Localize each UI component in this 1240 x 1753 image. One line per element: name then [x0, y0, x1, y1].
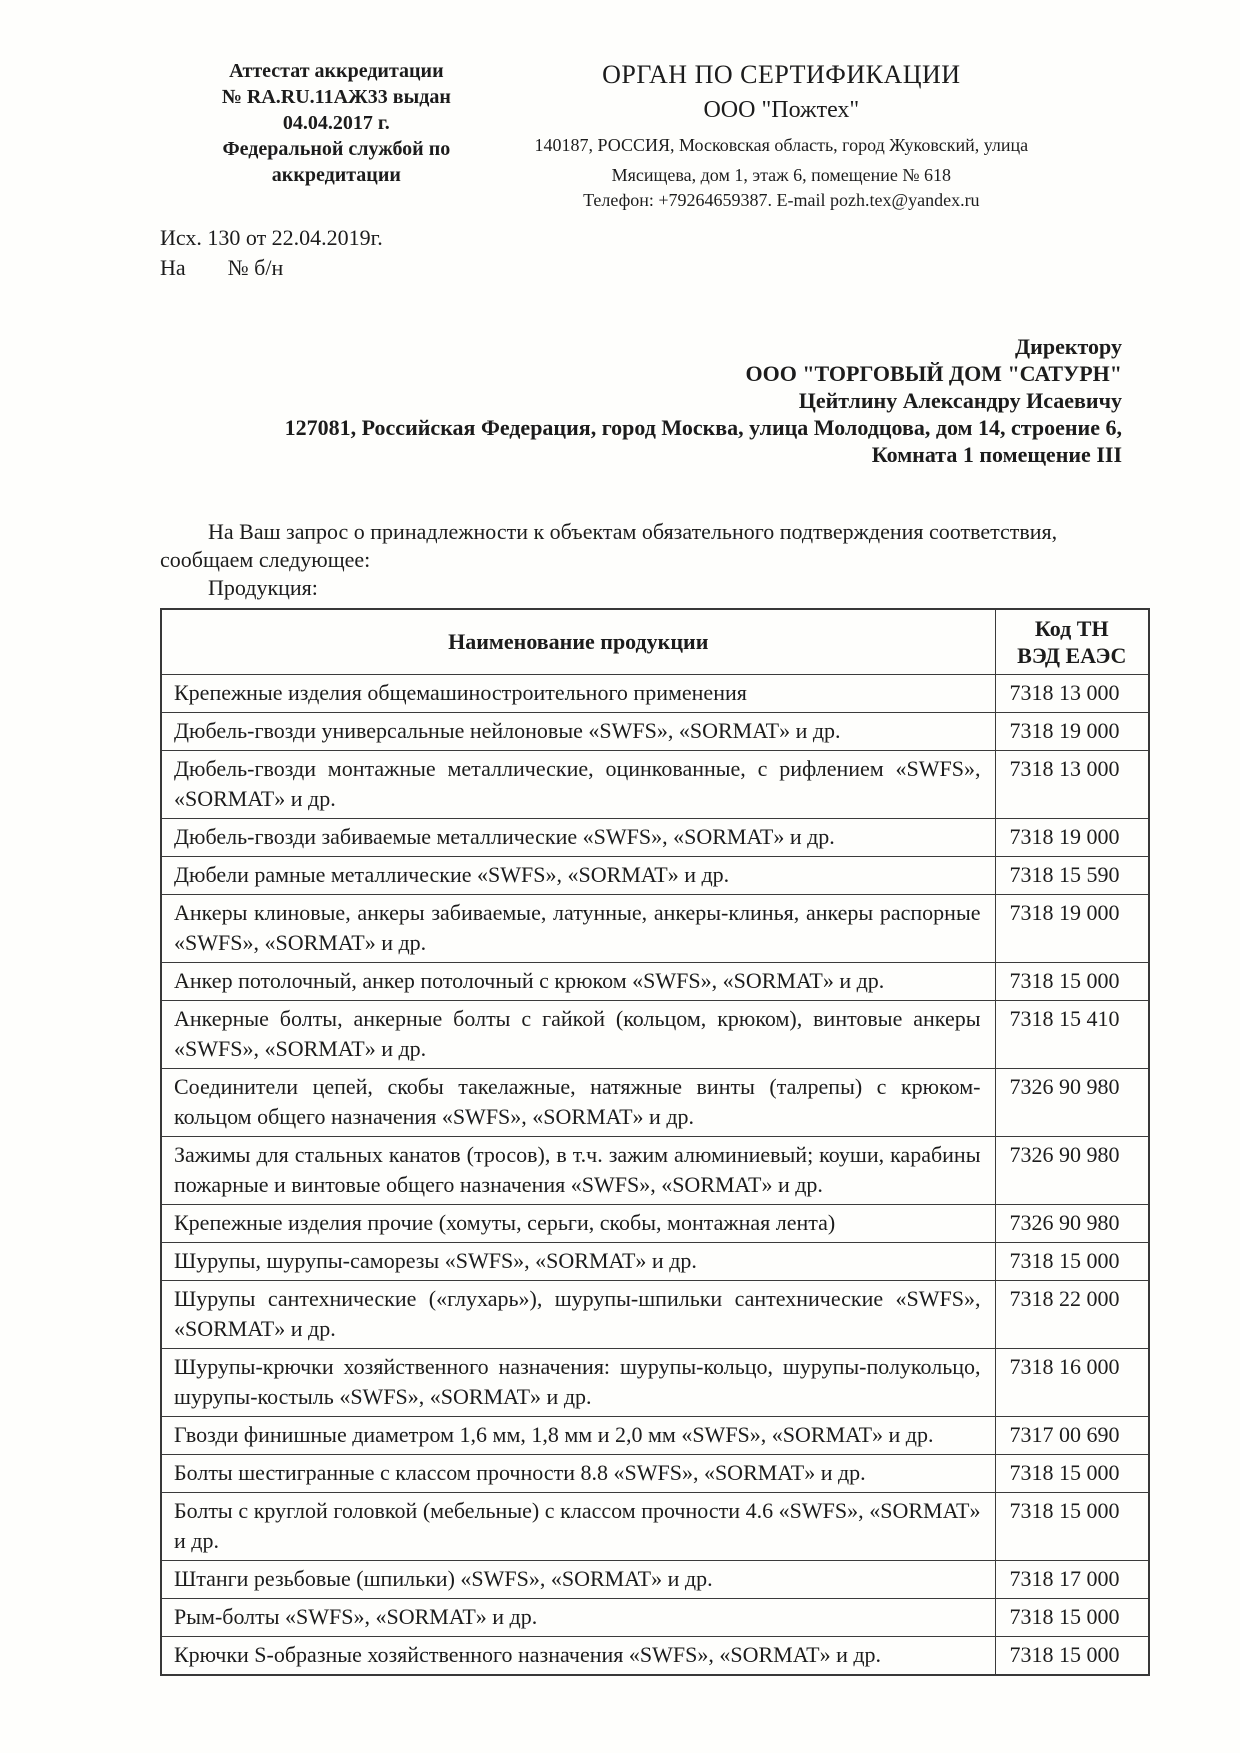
code-cell: 7318 16 000 — [995, 1349, 1149, 1417]
code-cell: 7318 15 000 — [995, 1243, 1149, 1281]
product-name-cell: Дюбель-гвозди универсальные нейлоновые «SWFS», «SORMAT» и др. — [161, 713, 995, 751]
recipient-line: Цейтлину Александру Исаевичу — [798, 388, 1122, 413]
table-row — [161, 713, 1149, 751]
recipient-line: Комната 1 помещение III — [871, 442, 1122, 467]
column-header-code — [995, 609, 1149, 675]
code-cell: 7318 15 000 — [995, 1637, 1149, 1676]
table-row — [161, 857, 1149, 895]
accreditation-line: 04.04.2017 г. — [282, 112, 390, 134]
product-name-cell: Анкерные болты, анкерные болты с гайкой (кольцом, крюком), винтовые анкеры «SWFS», «SORMAT» и др. — [161, 1001, 995, 1069]
code-cell: 7317 00 690 — [995, 1417, 1149, 1455]
table-row — [161, 963, 1149, 1001]
code-cell: 7318 17 000 — [995, 1561, 1149, 1599]
table-row — [161, 1493, 1149, 1561]
code-cell: 7318 15 000 — [995, 1493, 1149, 1561]
code-cell: 7318 13 000 — [995, 675, 1149, 713]
product-name-cell: Дюбели рамные металлические «SWFS», «SORMAT» и др. — [161, 857, 995, 895]
code-cell: 7318 19 000 — [995, 895, 1149, 963]
org-contacts: Телефон: +79264659387. E-mail pozh.tex@yandex.ru — [583, 190, 980, 210]
product-name-cell: Крепежные изделия общемашиностроительного применения — [161, 675, 995, 713]
product-name-cell: Болты с круглой головкой (мебельные) с классом прочности 4.6 «SWFS», «SORMAT» и др. — [161, 1493, 995, 1561]
outgoing-number: Исх. 130 от 22.04.2019г. — [160, 225, 383, 250]
org-name: ООО "Пожтех" — [703, 97, 860, 123]
code-cell: 7318 15 410 — [995, 1001, 1149, 1069]
product-name-cell: Шурупы сантехнические («глухарь»), шурупы-шпильки сантехнические «SWFS», «SORMAT» и др. — [161, 1281, 995, 1349]
product-name-cell: Соединители цепей, скобы такелажные, натяжные винты (талрепы) с крюком-кольцом общего назначения «SWFS», «SORMAT» и др. — [161, 1069, 995, 1137]
incoming-number-line — [160, 253, 1148, 283]
product-name-cell: Штанги резьбовые (шпильки) «SWFS», «SORMAT» и др. — [161, 1561, 995, 1599]
table-row — [161, 1349, 1149, 1417]
certification-body-block — [485, 58, 1078, 213]
table-row — [161, 1637, 1149, 1676]
code-header-line: ВЭД ЕАЭС — [1017, 643, 1127, 668]
accreditation-line: Федеральной службой по — [222, 138, 451, 160]
recipient-line: Директору — [1015, 334, 1122, 359]
code-cell: 7318 19 000 — [995, 819, 1149, 857]
table-row — [161, 1599, 1149, 1637]
code-cell: 7318 13 000 — [995, 751, 1149, 819]
letter-body — [160, 518, 1148, 602]
table-row — [161, 1281, 1149, 1349]
code-header-line: Код ТН — [1034, 616, 1109, 641]
product-name-cell: Рым-болты «SWFS», «SORMAT» и др. — [161, 1599, 995, 1637]
org-address-line: Мясищева, дом 1, этаж 6, помещение № 618 — [611, 165, 952, 185]
product-name-cell: Шурупы, шурупы-саморезы «SWFS», «SORMAT» и др. — [161, 1243, 995, 1281]
body-paragraph-line: На Ваш запрос о принадлежности к объектам обязательного подтверждения соответствия, — [208, 519, 1058, 544]
incoming-prefix: На — [160, 255, 186, 280]
code-cell: 7318 15 000 — [995, 1599, 1149, 1637]
product-name-cell: Гвозди финишные диаметром 1,6 мм, 1,8 мм и 2,0 мм «SWFS», «SORMAT» и др. — [161, 1417, 995, 1455]
products-table — [160, 608, 1150, 1676]
product-name-cell: Шурупы-крючки хозяйственного назначения: шурупы-кольцо, шурупы-полукольцо, шурупы-костыль «SWFS», «SORMAT» и др. — [161, 1349, 995, 1417]
table-row — [161, 1417, 1149, 1455]
table-row — [161, 1001, 1149, 1069]
product-name-cell: Крепежные изделия прочие (хомуты, серьги, скобы, монтажная лента) — [161, 1205, 995, 1243]
org-address-line: 140187, РОССИЯ, Московская область, город Жуковский, улица — [534, 135, 1029, 155]
table-row — [161, 751, 1149, 819]
incoming-number: № б/н — [227, 255, 284, 280]
product-name-cell: Дюбель-гвозди забиваемые металлические «SWFS», «SORMAT» и др. — [161, 819, 995, 857]
body-paragraph-line: сообщаем следующее: — [160, 547, 371, 572]
code-cell: 7318 15 000 — [995, 1455, 1149, 1493]
letterhead — [160, 58, 1148, 213]
reference-block — [160, 223, 1148, 283]
table-row — [161, 895, 1149, 963]
table-row — [161, 675, 1149, 713]
recipient-block — [160, 333, 1122, 468]
product-name-cell: Зажимы для стальных канатов (тросов), в т.ч. зажим алюминиевый; коуши, карабины пожарные и винтовые общего назначения «SWFS», «SORMAT» и др. — [161, 1137, 995, 1205]
table-row — [161, 1455, 1149, 1493]
code-cell: 7326 90 980 — [995, 1137, 1149, 1205]
recipient-line: ООО "ТОРГОВЫЙ ДОМ "САТУРН" — [745, 361, 1122, 386]
product-table-body — [161, 675, 1149, 1676]
org-title: ОРГАН ПО СЕРТИФИКАЦИИ — [602, 60, 961, 89]
product-name-cell: Болты шестигранные с классом прочности 8.8 «SWFS», «SORMAT» и др. — [161, 1455, 995, 1493]
product-name-cell: Анкер потолочный, анкер потолочный с крюком «SWFS», «SORMAT» и др. — [161, 963, 995, 1001]
code-cell: 7326 90 980 — [995, 1069, 1149, 1137]
table-row — [161, 1069, 1149, 1137]
product-name-cell: Анкеры клиновые, анкеры забиваемые, латунные, анкеры-клинья, анкеры распорные «SWFS», «SORMAT» и др. — [161, 895, 995, 963]
table-row — [161, 1561, 1149, 1599]
table-header-row — [161, 609, 1149, 675]
accreditation-line: аккредитации — [271, 164, 401, 186]
code-cell: 7318 15 590 — [995, 857, 1149, 895]
code-cell: 7326 90 980 — [995, 1205, 1149, 1243]
accreditation-block — [188, 58, 485, 188]
code-cell: 7318 15 000 — [995, 963, 1149, 1001]
table-row — [161, 1137, 1149, 1205]
accreditation-line: № RA.RU.11АЖ33 выдан — [221, 86, 451, 108]
products-label: Продукция: — [208, 575, 318, 600]
table-row — [161, 1243, 1149, 1281]
recipient-line: 127081, Российская Федерация, город Москва, улица Молодцова, дом 14, строение 6, — [284, 415, 1122, 440]
table-row — [161, 819, 1149, 857]
product-name-cell: Дюбель-гвозди монтажные металлические, оцинкованные, с рифлением «SWFS», «SORMAT» и др. — [161, 751, 995, 819]
column-header-product-name: Наименование продукции — [161, 609, 995, 675]
product-name-cell: Крючки S-образные хозяйственного назначения «SWFS», «SORMAT» и др. — [161, 1637, 995, 1676]
table-row — [161, 1205, 1149, 1243]
code-cell: 7318 22 000 — [995, 1281, 1149, 1349]
code-cell: 7318 19 000 — [995, 713, 1149, 751]
accreditation-line: Аттестат аккредитации — [229, 60, 444, 82]
